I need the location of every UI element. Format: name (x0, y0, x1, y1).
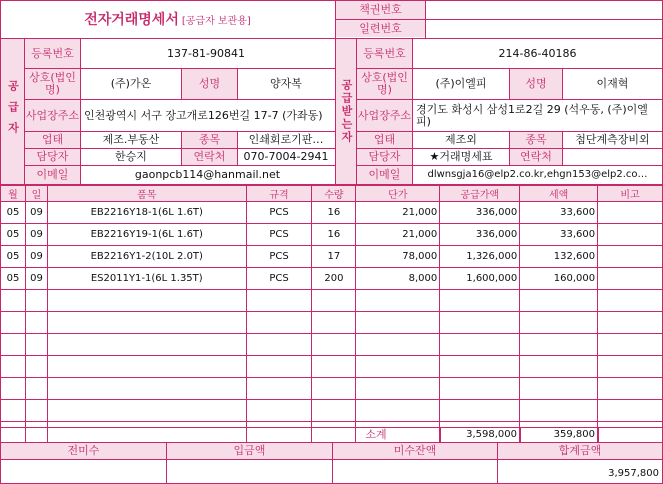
cell-spec (246, 312, 312, 334)
cell-qty (312, 356, 356, 378)
supplier-phone-label: 연락처 (182, 149, 237, 165)
supplier-phone: 070-7004-2941 (243, 150, 329, 163)
balance-label: 미수잔액 (333, 443, 497, 459)
supplier-contact-label: 담당자 (25, 149, 80, 165)
items-header-row (1, 186, 663, 202)
table-row (1, 334, 663, 356)
cell-supply-amount (440, 378, 520, 400)
cell-note (598, 334, 663, 356)
cell-month (1, 400, 26, 422)
cell-item: EB2216Y18-1(6L 1.6T) (47, 202, 246, 224)
cell-day (25, 378, 47, 400)
cell-item (47, 290, 246, 312)
cell-tax (520, 334, 598, 356)
cell-qty (312, 312, 356, 334)
receiver-addr-label: 사업장주소 (357, 100, 412, 131)
col-tax: 세액 (520, 186, 598, 202)
cell-supply-amount: 336,000 (440, 224, 520, 246)
receiver-ceo-label: 성명 (510, 69, 562, 99)
cell-spec (246, 400, 312, 422)
table-row (1, 378, 663, 400)
cell-month (1, 334, 26, 356)
cell-day: 09 (25, 268, 47, 290)
col-day: 일 (25, 186, 47, 202)
receiver-bizitem: 첨단계측장비외 (575, 133, 650, 146)
cell-supply-amount: 1,326,000 (440, 246, 520, 268)
cell-day: 09 (25, 202, 47, 224)
receiver-biztype: 제조외 (445, 133, 477, 146)
cell-qty: 200 (312, 268, 356, 290)
cell-item (47, 356, 246, 378)
cell-month: 05 (1, 246, 26, 268)
cell-spec: PCS (246, 202, 312, 224)
cell-unit-price (356, 356, 440, 378)
cell-month: 05 (1, 268, 26, 290)
cell-unit-price: 78,000 (356, 246, 440, 268)
supplier-ceo-label: 성명 (182, 69, 237, 99)
receiver-addr: 경기도 화성시 삼성1로2길 29 (석우동, (주)이엘피) (416, 102, 648, 128)
supplier-email: gaonpcb114@hanmail.net (134, 168, 281, 181)
cell-note (598, 246, 663, 268)
cell-spec (246, 290, 312, 312)
cell-month: 05 (1, 224, 26, 246)
receiver-phone-label: 연락처 (510, 149, 562, 165)
cell-day (25, 422, 47, 444)
cell-unit-price (356, 312, 440, 334)
receiver-bizitem-label: 종목 (510, 132, 562, 148)
cell-qty (312, 400, 356, 422)
table-row (1, 290, 663, 312)
supplier-name: (주)가온 (110, 77, 152, 90)
cell-tax (520, 312, 598, 334)
supplier-name-label: 상호(법인명) (25, 69, 80, 99)
receiver-email-label: 이메일 (357, 166, 412, 184)
cell-supply-amount (440, 312, 520, 334)
cell-item: EB2216Y1-2(10L 2.0T) (47, 246, 246, 268)
cell-supply-amount (440, 356, 520, 378)
table-row (1, 202, 663, 224)
cell-item (47, 334, 246, 356)
cell-spec (246, 356, 312, 378)
receiver-contact: ★거래명세표 (429, 150, 493, 163)
cell-day (25, 356, 47, 378)
cell-supply-amount (440, 334, 520, 356)
receiver-name: (주)이엘피 (435, 77, 487, 90)
cell-note (598, 400, 663, 422)
supplier-bizitem-label: 종목 (182, 132, 237, 148)
cell-spec (246, 378, 312, 400)
receiver-email: dlwnsgja16@elp2.co.kr,ehgn153@elp2.co… (427, 169, 648, 180)
cell-qty: 17 (312, 246, 356, 268)
table-row (1, 268, 663, 290)
cell-note (598, 290, 663, 312)
supplier-reg-label: 등록번호 (25, 39, 80, 68)
table-row (1, 224, 663, 246)
cell-day (25, 400, 47, 422)
cell-spec: PCS (246, 268, 312, 290)
serial-no-label: 일련번호 (336, 20, 425, 37)
cell-item (47, 422, 246, 444)
cell-spec: PCS (246, 246, 312, 268)
cell-supply-amount (440, 290, 520, 312)
unpaid-label: 전미수 (1, 443, 166, 459)
cell-tax (520, 378, 598, 400)
table-row (1, 246, 663, 268)
cell-day: 09 (25, 246, 47, 268)
cell-note (598, 312, 663, 334)
balance-value (333, 460, 497, 483)
supplier-contact: 한승지 (115, 150, 147, 163)
receiver-phone (563, 149, 662, 165)
grand-total-value: 3,957,800 (608, 468, 659, 479)
supplier-side-label: 공급자 (1, 39, 24, 184)
cell-month (1, 356, 26, 378)
cell-note (598, 422, 663, 444)
cell-tax: 132,600 (520, 246, 598, 268)
col-note: 비고 (598, 186, 663, 202)
supplier-addr: 인천광역시 서구 장고개로126번길 17-7 (가좌동) (84, 108, 323, 122)
cell-note (598, 378, 663, 400)
supplier-email-label: 이메일 (25, 166, 80, 184)
cell-note (598, 268, 663, 290)
cell-unit-price: 8,000 (356, 268, 440, 290)
supplier-bizitem: 인쇄회로기판… (248, 133, 324, 146)
cell-month (1, 378, 26, 400)
document-title: 전자거래명세서 (84, 12, 179, 28)
col-qty: 수량 (312, 186, 356, 202)
cell-note (598, 202, 663, 224)
col-unit-price: 단가 (356, 186, 440, 202)
deposit-value (167, 460, 332, 483)
supplier-reg-no: 137-81-90841 (167, 46, 245, 60)
unpaid-value (1, 460, 166, 483)
supplier-biztype-label: 업태 (25, 132, 80, 148)
subtotal-tax: 359,800 (553, 429, 595, 440)
cell-supply-amount: 1,600,000 (440, 268, 520, 290)
cell-note (598, 224, 663, 246)
cell-month (1, 290, 26, 312)
cell-qty (312, 378, 356, 400)
cell-item: EB2216Y19-1(6L 1.6T) (47, 224, 246, 246)
supplier-biztype: 제조.부동산 (102, 133, 160, 146)
table-row (1, 312, 663, 334)
subtotal-supply: 3,598,000 (466, 429, 517, 440)
cell-spec (246, 422, 312, 444)
cell-unit-price: 21,000 (356, 224, 440, 246)
cell-tax: 160,000 (520, 268, 598, 290)
cell-month (1, 312, 26, 334)
subtotal-label: 소계 (365, 428, 387, 441)
cell-day (25, 312, 47, 334)
col-month: 월 (1, 186, 26, 202)
cell-day: 09 (25, 224, 47, 246)
receiver-contact-label: 담당자 (357, 149, 412, 165)
cell-qty: 16 (312, 224, 356, 246)
deposit-label: 입금액 (167, 443, 332, 459)
cell-tax (520, 400, 598, 422)
document-subtitle: [공급자 보관용] (181, 15, 251, 27)
cell-item: ES2011Y1-1(6L 1.35T) (47, 268, 246, 290)
cell-supply-amount: 336,000 (440, 202, 520, 224)
cell-unit-price: 21,000 (356, 202, 440, 224)
col-item: 품목 (47, 186, 246, 202)
cell-item (47, 312, 246, 334)
cell-tax: 33,600 (520, 202, 598, 224)
cell-item (47, 400, 246, 422)
cell-supply-amount (440, 400, 520, 422)
supplier-ceo: 양자복 (270, 77, 302, 90)
cell-tax (520, 290, 598, 312)
receiver-reg-no: 214-86-40186 (498, 46, 577, 60)
receiver-reg-label: 등록번호 (357, 39, 412, 68)
cell-tax: 33,600 (520, 224, 598, 246)
cell-tax (520, 356, 598, 378)
receiver-name-label: 상호(법인명) (357, 69, 412, 99)
col-supply-amount: 공급가액 (440, 186, 520, 202)
cell-day (25, 334, 47, 356)
col-spec: 규격 (246, 186, 312, 202)
receiver-biztype-label: 업태 (357, 132, 412, 148)
cell-note (598, 356, 663, 378)
receiver-ceo: 이재혁 (596, 77, 629, 90)
cell-item (47, 378, 246, 400)
title-block (0, 0, 335, 38)
table-row (1, 400, 663, 422)
table-row (1, 356, 663, 378)
items-table (0, 185, 663, 444)
supplier-addr-label: 사업장주소 (25, 100, 80, 131)
cell-qty: 16 (312, 202, 356, 224)
grand-total-label: 합계금액 (498, 443, 662, 459)
cell-spec (246, 334, 312, 356)
cell-day (25, 290, 47, 312)
cell-month: 05 (1, 202, 26, 224)
cell-unit-price (356, 400, 440, 422)
cell-month (1, 422, 26, 444)
cell-unit-price (356, 290, 440, 312)
receiver-side-label: 공급받는자 (336, 39, 356, 184)
cell-qty (312, 334, 356, 356)
book-no-label: 책권번호 (336, 1, 425, 19)
cell-unit-price (356, 334, 440, 356)
cell-qty (312, 290, 356, 312)
cell-spec: PCS (246, 224, 312, 246)
cell-unit-price (356, 378, 440, 400)
